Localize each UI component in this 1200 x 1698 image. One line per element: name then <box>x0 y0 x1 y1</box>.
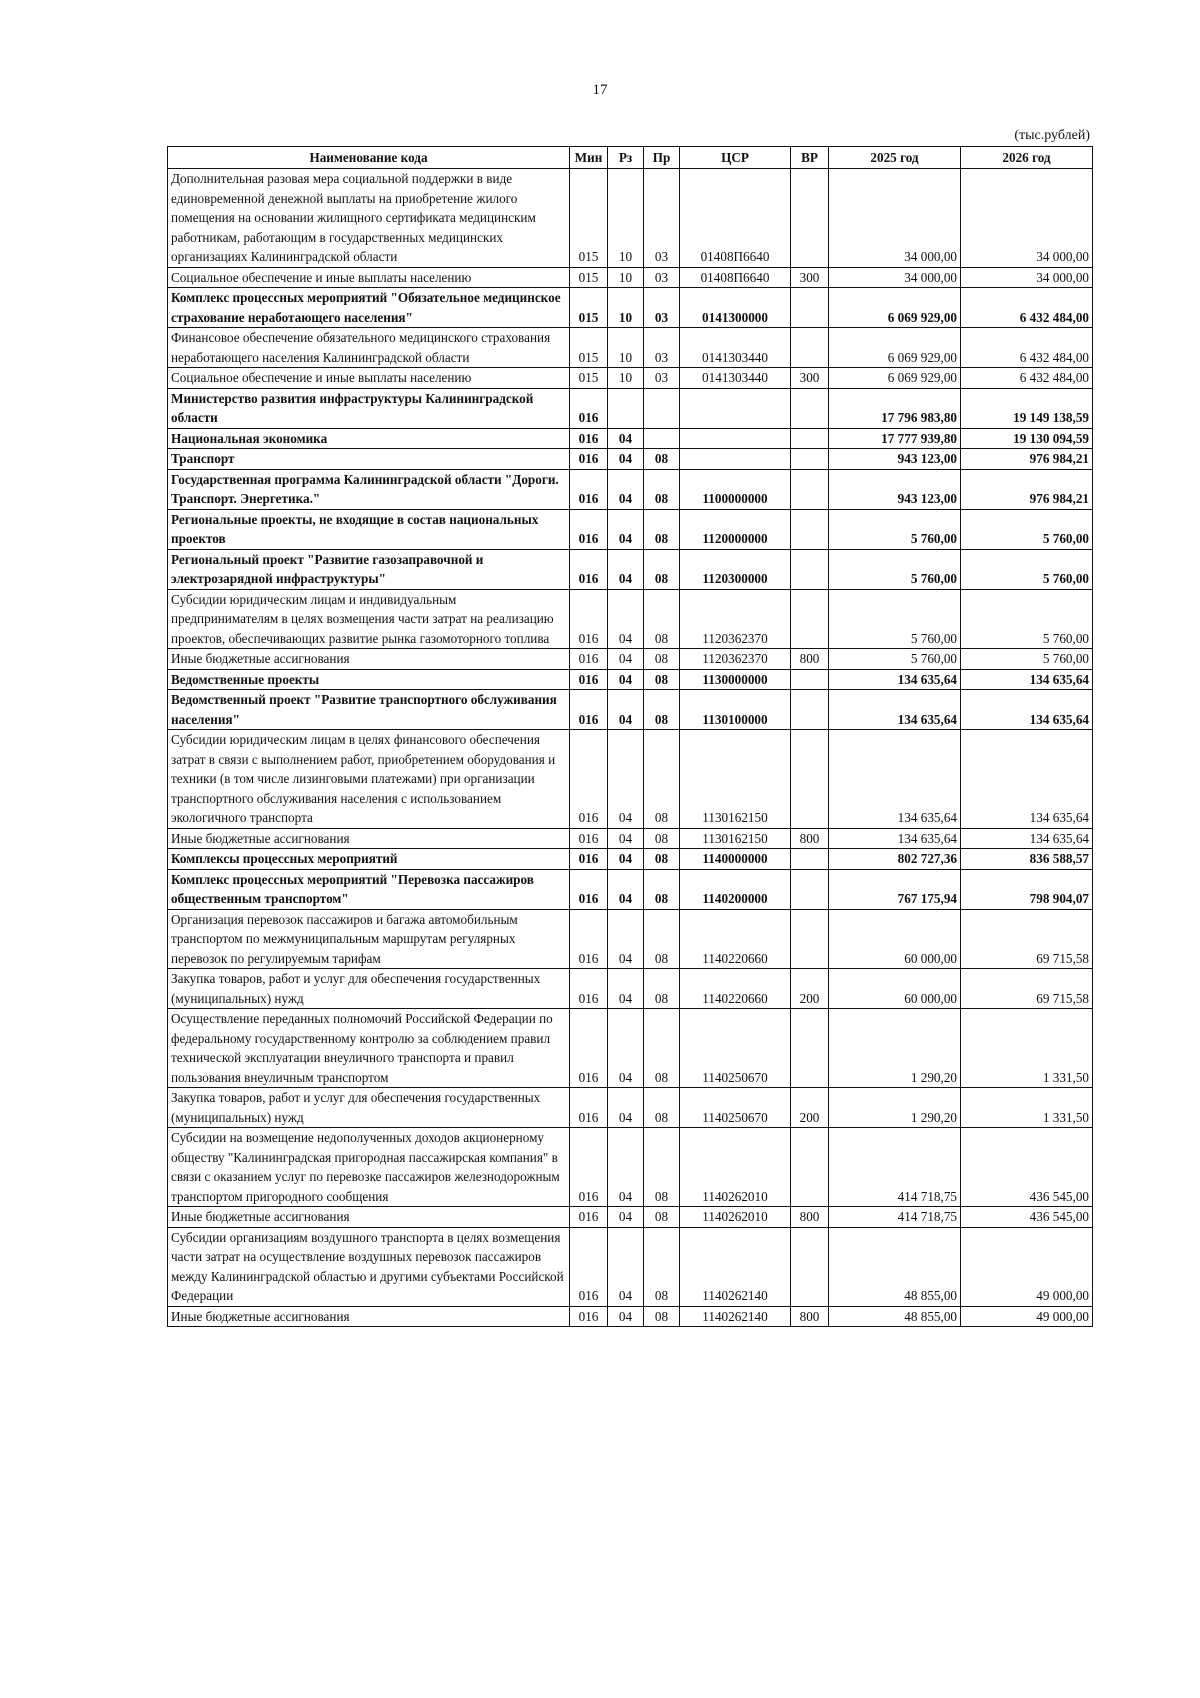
cell-2026: 798 904,07 <box>961 869 1093 909</box>
cell-csr: 1140000000 <box>680 849 791 870</box>
table-row <box>168 169 1093 268</box>
cell-2025: 134 635,64 <box>829 669 961 690</box>
cell-vr <box>791 388 829 428</box>
cell-name: Региональный проект "Развитие газозаправочной и электрозарядной инфраструктуры" <box>168 549 570 589</box>
table-row <box>168 449 1093 470</box>
cell-2025: 802 727,36 <box>829 849 961 870</box>
cell-2025: 48 855,00 <box>829 1306 961 1327</box>
cell-name: Транспорт <box>168 449 570 470</box>
cell-min: 015 <box>570 288 608 328</box>
table-row <box>168 1088 1093 1128</box>
cell-pr: 08 <box>644 1207 680 1228</box>
cell-vr <box>791 328 829 368</box>
cell-2025: 5 760,00 <box>829 549 961 589</box>
table-row <box>168 649 1093 670</box>
cell-name: Ведомственные проекты <box>168 669 570 690</box>
cell-pr: 08 <box>644 449 680 470</box>
cell-rz: 04 <box>608 1227 644 1306</box>
cell-2025: 6 069 929,00 <box>829 328 961 368</box>
cell-pr: 03 <box>644 288 680 328</box>
cell-vr <box>791 669 829 690</box>
cell-min: 015 <box>570 267 608 288</box>
cell-pr: 08 <box>644 589 680 649</box>
cell-vr <box>791 849 829 870</box>
cell-2026: 69 715,58 <box>961 909 1093 969</box>
cell-rz: 10 <box>608 288 644 328</box>
cell-name: Иные бюджетные ассигнования <box>168 649 570 670</box>
cell-vr: 800 <box>791 1207 829 1228</box>
cell-csr: 1140262140 <box>680 1227 791 1306</box>
cell-min: 016 <box>570 828 608 849</box>
cell-2025: 134 635,64 <box>829 690 961 730</box>
cell-vr <box>791 1227 829 1306</box>
cell-rz: 04 <box>608 969 644 1009</box>
cell-2025: 5 760,00 <box>829 649 961 670</box>
cell-2025: 60 000,00 <box>829 969 961 1009</box>
cell-name: Финансовое обеспечение обязательного медицинского страхования неработающего населения Калининградской области <box>168 328 570 368</box>
cell-2025: 134 635,64 <box>829 730 961 829</box>
table-row <box>168 828 1093 849</box>
cell-min: 016 <box>570 730 608 829</box>
cell-vr <box>791 690 829 730</box>
cell-2026: 134 635,64 <box>961 730 1093 829</box>
cell-2026: 976 984,21 <box>961 449 1093 470</box>
cell-rz: 10 <box>608 267 644 288</box>
table-row <box>168 730 1093 829</box>
table-row <box>168 509 1093 549</box>
column-header-min: Мин <box>570 147 608 169</box>
cell-pr: 08 <box>644 509 680 549</box>
cell-vr: 200 <box>791 1088 829 1128</box>
cell-2026: 436 545,00 <box>961 1207 1093 1228</box>
table-row <box>168 388 1093 428</box>
cell-2025: 48 855,00 <box>829 1227 961 1306</box>
cell-csr: 1140262010 <box>680 1128 791 1207</box>
cell-min: 016 <box>570 649 608 670</box>
cell-2026: 5 760,00 <box>961 509 1093 549</box>
cell-2026: 49 000,00 <box>961 1306 1093 1327</box>
cell-csr: 0141303440 <box>680 328 791 368</box>
cell-vr: 800 <box>791 1306 829 1327</box>
table-row <box>168 849 1093 870</box>
cell-rz: 04 <box>608 849 644 870</box>
cell-2026: 134 635,64 <box>961 828 1093 849</box>
cell-pr: 08 <box>644 690 680 730</box>
cell-vr <box>791 288 829 328</box>
cell-min: 015 <box>570 169 608 268</box>
cell-name: Комплекс процессных мероприятий "Обязательное медицинское страхование неработающего населения" <box>168 288 570 328</box>
cell-min: 016 <box>570 428 608 449</box>
cell-2026: 19 149 138,59 <box>961 388 1093 428</box>
cell-name: Осуществление переданных полномочий Российской Федерации по федеральному государственному контролю за соблюдением правил технической эксплуатации внеуличного транспорта и правил пользования внеуличным транспортом <box>168 1009 570 1088</box>
cell-csr: 1140220660 <box>680 969 791 1009</box>
table-row <box>168 969 1093 1009</box>
column-header-2025: 2025 год <box>829 147 961 169</box>
cell-rz: 04 <box>608 669 644 690</box>
cell-pr: 08 <box>644 849 680 870</box>
cell-min: 016 <box>570 1227 608 1306</box>
cell-2026: 976 984,21 <box>961 469 1093 509</box>
cell-vr: 800 <box>791 649 829 670</box>
cell-name: Министерство развития инфраструктуры Калининградской области <box>168 388 570 428</box>
cell-name: Комплекс процессных мероприятий "Перевозка пассажиров общественным транспортом" <box>168 869 570 909</box>
cell-csr: 1100000000 <box>680 469 791 509</box>
cell-2025: 767 175,94 <box>829 869 961 909</box>
cell-name: Иные бюджетные ассигнования <box>168 828 570 849</box>
cell-pr: 08 <box>644 969 680 1009</box>
cell-min: 016 <box>570 1009 608 1088</box>
cell-csr: 1140262140 <box>680 1306 791 1327</box>
table-row <box>168 1227 1093 1306</box>
cell-min: 016 <box>570 669 608 690</box>
cell-pr: 08 <box>644 1227 680 1306</box>
cell-rz: 04 <box>608 1207 644 1228</box>
cell-min: 016 <box>570 449 608 470</box>
cell-min: 016 <box>570 1207 608 1228</box>
cell-rz: 04 <box>608 549 644 589</box>
cell-vr: 200 <box>791 969 829 1009</box>
cell-rz: 04 <box>608 649 644 670</box>
cell-2025: 34 000,00 <box>829 267 961 288</box>
cell-min: 016 <box>570 1306 608 1327</box>
cell-2026: 6 432 484,00 <box>961 288 1093 328</box>
cell-2025: 6 069 929,00 <box>829 288 961 328</box>
cell-2025: 134 635,64 <box>829 828 961 849</box>
cell-rz: 04 <box>608 909 644 969</box>
cell-2025: 6 069 929,00 <box>829 368 961 389</box>
cell-2026: 69 715,58 <box>961 969 1093 1009</box>
cell-name: Субсидии юридическим лицам и индивидуальным предпринимателям в целях возмещения части затрат на реализацию проектов, обеспечивающих развитие рынка газомоторного топлива <box>168 589 570 649</box>
column-header-rz: Рз <box>608 147 644 169</box>
cell-rz: 04 <box>608 449 644 470</box>
table-row <box>168 589 1093 649</box>
cell-2026: 6 432 484,00 <box>961 328 1093 368</box>
table-row <box>168 869 1093 909</box>
cell-rz: 04 <box>608 730 644 829</box>
cell-min: 015 <box>570 368 608 389</box>
table-row <box>168 328 1093 368</box>
cell-2025: 1 290,20 <box>829 1088 961 1128</box>
cell-csr: 1130162150 <box>680 730 791 829</box>
cell-csr: 1140262010 <box>680 1207 791 1228</box>
cell-2025: 5 760,00 <box>829 589 961 649</box>
table-header-row <box>168 147 1093 169</box>
cell-rz: 04 <box>608 589 644 649</box>
units-label: (тыс.рублей) <box>1014 128 1090 143</box>
cell-min: 016 <box>570 509 608 549</box>
cell-name: Субсидии на возмещение недополученных доходов акционерному обществу "Калининградская пригородная пассажирская компания" в связи с оказанием услуг по перевозке пассажиров железнодорожным транспортом пригородного сообщения <box>168 1128 570 1207</box>
cell-name: Закупка товаров, работ и услуг для обеспечения государственных (муниципальных) нужд <box>168 969 570 1009</box>
cell-pr: 08 <box>644 669 680 690</box>
cell-2026: 5 760,00 <box>961 589 1093 649</box>
cell-rz: 04 <box>608 869 644 909</box>
cell-vr: 800 <box>791 828 829 849</box>
cell-min: 016 <box>570 849 608 870</box>
table-row <box>168 669 1093 690</box>
cell-name: Социальное обеспечение и иные выплаты населению <box>168 368 570 389</box>
cell-name: Закупка товаров, работ и услуг для обеспечения государственных (муниципальных) нужд <box>168 1088 570 1128</box>
cell-2026: 34 000,00 <box>961 169 1093 268</box>
cell-csr: 1130000000 <box>680 669 791 690</box>
cell-pr: 08 <box>644 1128 680 1207</box>
cell-2026: 1 331,50 <box>961 1009 1093 1088</box>
cell-pr: 03 <box>644 368 680 389</box>
cell-rz: 04 <box>608 1128 644 1207</box>
cell-pr: 08 <box>644 1088 680 1128</box>
cell-csr <box>680 388 791 428</box>
cell-csr: 1140250670 <box>680 1009 791 1088</box>
cell-vr <box>791 469 829 509</box>
cell-pr: 08 <box>644 549 680 589</box>
cell-csr: 1120000000 <box>680 509 791 549</box>
cell-2026: 134 635,64 <box>961 690 1093 730</box>
cell-min: 016 <box>570 388 608 428</box>
cell-csr: 0141303440 <box>680 368 791 389</box>
cell-csr <box>680 449 791 470</box>
cell-csr: 1140250670 <box>680 1088 791 1128</box>
cell-2025: 5 760,00 <box>829 509 961 549</box>
cell-rz: 10 <box>608 169 644 268</box>
cell-name: Иные бюджетные ассигнования <box>168 1207 570 1228</box>
cell-rz: 04 <box>608 428 644 449</box>
page-number: 17 <box>592 82 608 98</box>
cell-csr <box>680 428 791 449</box>
column-header-pr: Пр <box>644 147 680 169</box>
cell-rz <box>608 388 644 428</box>
cell-2025: 34 000,00 <box>829 169 961 268</box>
cell-vr <box>791 1128 829 1207</box>
cell-min: 016 <box>570 549 608 589</box>
cell-name: Иные бюджетные ассигнования <box>168 1306 570 1327</box>
cell-vr <box>791 428 829 449</box>
cell-rz: 04 <box>608 1088 644 1128</box>
cell-rz: 04 <box>608 1306 644 1327</box>
cell-min: 016 <box>570 469 608 509</box>
cell-2026: 19 130 094,59 <box>961 428 1093 449</box>
cell-name: Дополнительная разовая мера социальной поддержки в виде единовременной денежной выплаты на приобретение жилого помещения на основании жилищного сертификата медицинским работникам, работающим в государственных медицинских организациях Калининградской области <box>168 169 570 268</box>
cell-2026: 34 000,00 <box>961 267 1093 288</box>
table-row <box>168 1207 1093 1228</box>
cell-name: Организация перевозок пассажиров и багажа автомобильным транспортом по межмуниципальным маршрутам регулярных перевозок по регулируемым тарифам <box>168 909 570 969</box>
cell-2025: 943 123,00 <box>829 449 961 470</box>
cell-2025: 1 290,20 <box>829 1009 961 1088</box>
cell-rz: 04 <box>608 690 644 730</box>
cell-name: Социальное обеспечение и иные выплаты населению <box>168 267 570 288</box>
cell-min: 016 <box>570 1088 608 1128</box>
table-row <box>168 549 1093 589</box>
cell-pr: 08 <box>644 649 680 670</box>
cell-2025: 60 000,00 <box>829 909 961 969</box>
cell-name: Субсидии юридическим лицам в целях финансового обеспечения затрат в связи с выполнением работ, приобретением оборудования и техники (в том числе лизинговыми платежами) при организации транспортного обслуживания населения с использованием экологичного транспорта <box>168 730 570 829</box>
cell-2026: 5 760,00 <box>961 549 1093 589</box>
cell-name: Национальная экономика <box>168 428 570 449</box>
cell-csr: 01408П6640 <box>680 267 791 288</box>
cell-vr <box>791 509 829 549</box>
table-row <box>168 368 1093 389</box>
cell-name: Региональные проекты, не входящие в состав национальных проектов <box>168 509 570 549</box>
cell-csr: 1120300000 <box>680 549 791 589</box>
cell-csr: 1140200000 <box>680 869 791 909</box>
cell-min: 016 <box>570 1128 608 1207</box>
cell-pr: 08 <box>644 730 680 829</box>
table-row <box>168 267 1093 288</box>
cell-pr: 08 <box>644 828 680 849</box>
cell-2026: 436 545,00 <box>961 1128 1093 1207</box>
cell-vr <box>791 549 829 589</box>
cell-csr: 1140220660 <box>680 909 791 969</box>
cell-rz: 04 <box>608 1009 644 1088</box>
cell-2025: 943 123,00 <box>829 469 961 509</box>
cell-name: Ведомственный проект "Развитие транспортного обслуживания населения" <box>168 690 570 730</box>
cell-min: 016 <box>570 589 608 649</box>
cell-min: 016 <box>570 690 608 730</box>
table-row <box>168 428 1093 449</box>
table-row <box>168 1128 1093 1207</box>
cell-2026: 5 760,00 <box>961 649 1093 670</box>
cell-name: Субсидии организациям воздушного транспорта в целях возмещения части затрат на осуществление воздушных перевозок пассажиров между Калининградской областью и другими субъектами Российской Федерации <box>168 1227 570 1306</box>
table-row <box>168 1306 1093 1327</box>
cell-rz: 10 <box>608 328 644 368</box>
cell-pr: 03 <box>644 169 680 268</box>
cell-csr: 1120362370 <box>680 649 791 670</box>
cell-vr <box>791 449 829 470</box>
cell-vr <box>791 909 829 969</box>
table-row <box>168 288 1093 328</box>
cell-csr: 1130100000 <box>680 690 791 730</box>
cell-vr <box>791 1009 829 1088</box>
cell-2025: 17 777 939,80 <box>829 428 961 449</box>
cell-csr: 1130162150 <box>680 828 791 849</box>
cell-pr: 08 <box>644 1009 680 1088</box>
budget-table <box>167 146 1093 1327</box>
cell-2025: 414 718,75 <box>829 1207 961 1228</box>
cell-rz: 04 <box>608 509 644 549</box>
cell-vr <box>791 869 829 909</box>
table-row <box>168 909 1093 969</box>
cell-csr: 0141300000 <box>680 288 791 328</box>
cell-min: 016 <box>570 969 608 1009</box>
cell-vr <box>791 730 829 829</box>
cell-2026: 1 331,50 <box>961 1088 1093 1128</box>
cell-csr: 01408П6640 <box>680 169 791 268</box>
column-header-name: Наименование кода <box>168 147 570 169</box>
cell-min: 015 <box>570 328 608 368</box>
table-row <box>168 1009 1093 1088</box>
cell-rz: 04 <box>608 828 644 849</box>
cell-rz: 10 <box>608 368 644 389</box>
cell-vr <box>791 589 829 649</box>
cell-pr <box>644 428 680 449</box>
table-row <box>168 690 1093 730</box>
cell-pr: 08 <box>644 869 680 909</box>
cell-min: 016 <box>570 869 608 909</box>
column-header-csr: ЦСР <box>680 147 791 169</box>
cell-name: Государственная программа Калининградской области "Дороги. Транспорт. Энергетика." <box>168 469 570 509</box>
cell-pr: 08 <box>644 1306 680 1327</box>
cell-csr: 1120362370 <box>680 589 791 649</box>
table-row <box>168 469 1093 509</box>
cell-2025: 414 718,75 <box>829 1128 961 1207</box>
cell-pr: 03 <box>644 267 680 288</box>
table-body <box>168 169 1093 1327</box>
cell-vr: 300 <box>791 267 829 288</box>
cell-2026: 6 432 484,00 <box>961 368 1093 389</box>
cell-vr: 300 <box>791 368 829 389</box>
cell-pr: 03 <box>644 328 680 368</box>
column-header-2026: 2026 год <box>961 147 1093 169</box>
cell-2026: 134 635,64 <box>961 669 1093 690</box>
cell-name: Комплексы процессных мероприятий <box>168 849 570 870</box>
cell-pr: 08 <box>644 469 680 509</box>
cell-pr <box>644 388 680 428</box>
column-header-vr: ВР <box>791 147 829 169</box>
cell-2025: 17 796 983,80 <box>829 388 961 428</box>
cell-2026: 836 588,57 <box>961 849 1093 870</box>
cell-vr <box>791 169 829 268</box>
cell-pr: 08 <box>644 909 680 969</box>
cell-2026: 49 000,00 <box>961 1227 1093 1306</box>
cell-min: 016 <box>570 909 608 969</box>
cell-rz: 04 <box>608 469 644 509</box>
